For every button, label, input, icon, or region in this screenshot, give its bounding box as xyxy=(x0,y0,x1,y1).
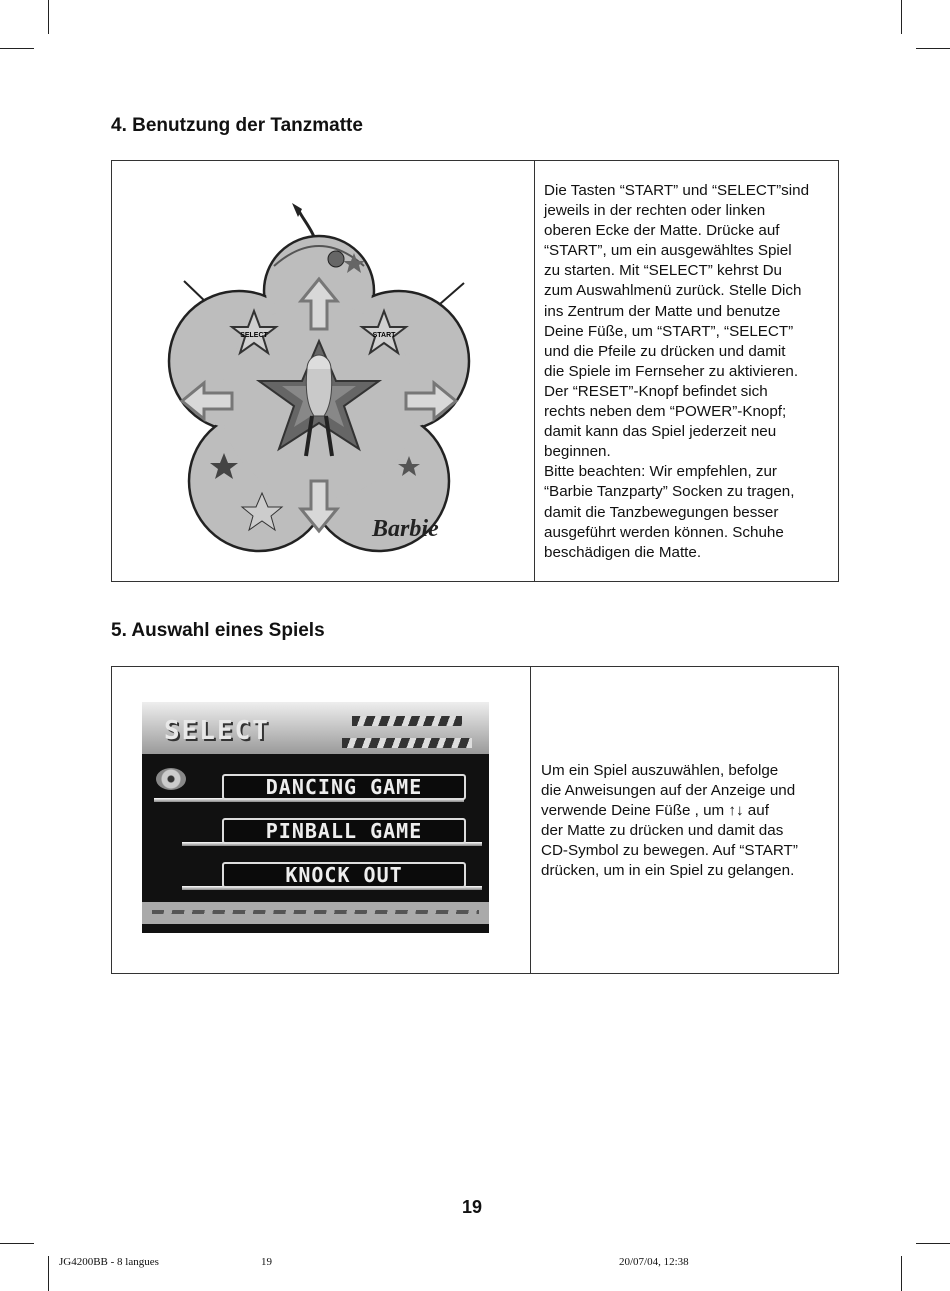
header-stripes xyxy=(342,738,472,748)
crop-mark xyxy=(901,1256,902,1291)
screen-title: SELECT xyxy=(164,716,270,746)
mat-select-label: SELECT xyxy=(240,332,268,339)
menu-item-knock-out[interactable]: KNOCK OUT xyxy=(222,862,466,888)
crop-mark xyxy=(0,48,34,49)
crop-mark xyxy=(48,1256,49,1291)
header-stripes xyxy=(352,716,462,726)
cd-icon xyxy=(156,768,186,790)
crop-mark xyxy=(901,0,902,34)
game-select-text: Um ein Spiel auszuwählen, befolge die Anweisungen auf der Anzeige und verwende Deine Füße , um ↑↓ auf der Matte zu drücken und damit das CD-Symbol zu bewegen. Auf “START” drücken, um in ein Spiel zu gelangen. xyxy=(541,762,798,880)
mat-start-label: START xyxy=(372,332,396,339)
footer-page: 19 xyxy=(261,1256,272,1268)
section-heading: 4. Benutzung der Tanzmatte xyxy=(111,115,363,136)
crop-mark xyxy=(0,1243,34,1244)
section-heading: 5. Auswahl eines Spiels xyxy=(111,620,325,641)
footer-doc-id: JG4200BB - 8 langues xyxy=(59,1256,159,1268)
mat-usage-box xyxy=(111,160,839,582)
menu-item-pinball-game[interactable]: PINBALL GAME xyxy=(222,818,466,844)
column-divider xyxy=(534,161,535,581)
mat-brand-logo: Barbie xyxy=(372,516,439,542)
menu-item-dancing-game[interactable]: DANCING GAME xyxy=(222,774,466,800)
screen-footer-bar xyxy=(142,902,489,924)
mat-usage-text: Die Tasten “START” und “SELECT”sind jeweils in der rechten oder linken oberen Ecke der Matte. Drücke auf “START”, um ein ausgewähltes Spiel zu starten. Mit “SELECT” kehrst Du zum Auswahlmenü zurück. Stelle Dich ins Zentrum der Matte und benutze Deine Füße, um “START”, “SELECT” und die Pfeile zu drücken und damit die Spiele im Fernseher zu aktivieren. Der “RESET”-Knopf befindet sich rechts neben dem “POWER”-Knopf; damit kann das Spiel jederzeit neu beginnen. Bitte beachten: Wir empfehlen, zur “Barbie Tanzparty” Socken zu tragen, damit die Tanzbewegungen besser ausgeführt werden können. Schuhe beschädigen die Matte. xyxy=(544,182,810,561)
crop-mark xyxy=(916,1243,950,1244)
dance-mat-illustration xyxy=(164,191,524,591)
game-select-screen xyxy=(142,702,489,933)
column-divider xyxy=(530,667,531,973)
page-number: 19 xyxy=(462,1197,483,1217)
crop-mark xyxy=(48,0,49,34)
crop-mark xyxy=(916,48,950,49)
footer-date: 20/07/04, 12:38 xyxy=(619,1256,689,1268)
